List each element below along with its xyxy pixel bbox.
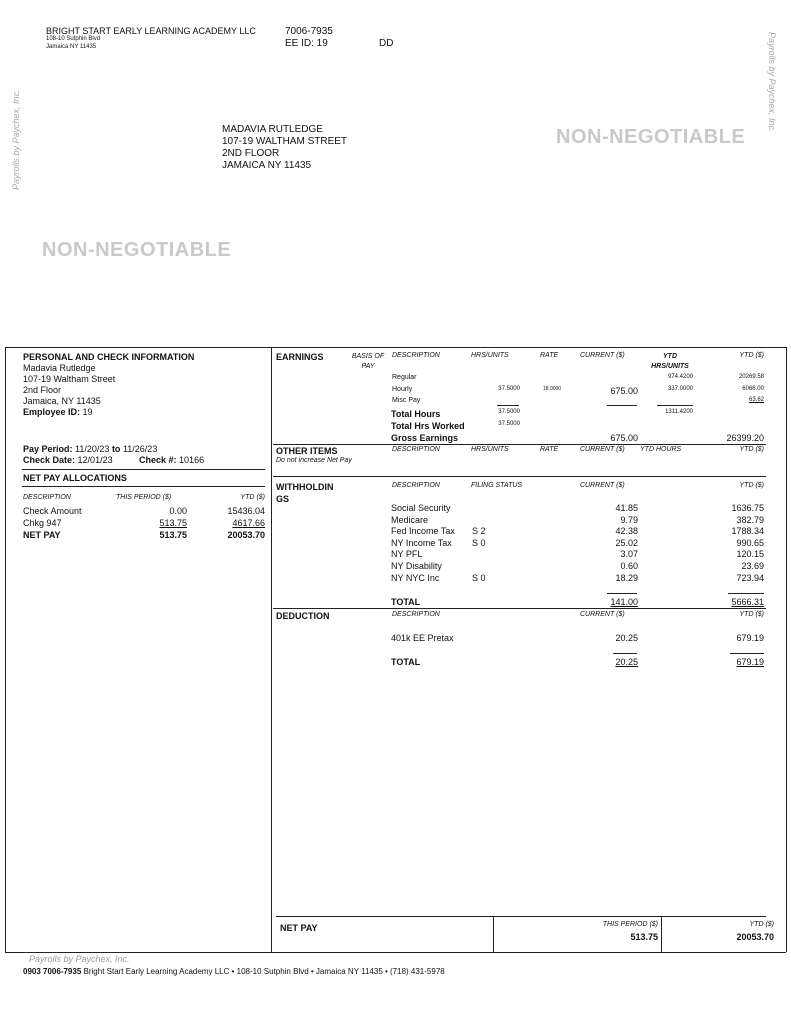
net-pay-col-period: THIS PERIOD ($) [602,921,658,928]
check-date-value: 12/01/23 [77,455,113,465]
alloc-col-this-period: THIS PERIOD ($) [116,494,172,501]
paychex-watermark-left: Payrolls by Paychex, Inc. [11,89,21,190]
total-hours-label: Total Hours [391,409,441,419]
deduction-row-current: 20.25 [615,633,638,643]
pay-period-to-word: to [111,444,121,454]
alloc-col-ytd: YTD ($) [240,494,265,501]
alloc-total-label: NET PAY [23,530,61,540]
alloc-row-period: 513.75 [159,518,187,528]
paychex-watermark-right: Payrolls by Paychex, Inc. [767,32,777,133]
other-col-ytd-hours: YTD HOURS [640,446,682,453]
total-hrs-worked-value: 37.5000 [498,421,520,427]
pay-period-label: Pay Period: [23,444,73,454]
pay-period-to: 11/26/23 [122,444,158,454]
other-col-description: DESCRIPTION [392,446,440,453]
earnings-row-rate: 18.0000 [543,386,562,392]
total-hrs-worked-label: Total Hrs Worked [391,421,465,431]
deduction-col-ytd: YTD ($) [739,611,764,618]
company-city: Jamaica NY 11435 [46,44,97,50]
footer-paychex: Payrolls by Paychex, Inc. [29,954,130,964]
recipient-floor: 2ND FLOOR [222,148,280,159]
pay-period-line [23,444,157,454]
recipient-address [222,124,347,172]
check-number-line [139,455,204,465]
withholding-row-current: 25.02 [615,538,638,548]
other-col-current: CURRENT ($) [580,446,625,453]
other-col-hrs: HRS/UNITS [471,446,509,453]
withholding-row-desc: Medicare [391,515,429,525]
withholding-col-description: DESCRIPTION [392,482,440,489]
personal-info-heading: PERSONAL AND CHECK INFORMATION [23,352,195,362]
employee-address [23,363,115,418]
gross-earnings-current: 675.00 [610,433,638,443]
net-pay-allocations-heading: NET PAY ALLOCATIONS [23,473,127,483]
earnings-row-desc: Misc Pay [392,397,421,404]
earnings-row-ytd: 6066.00 [742,386,764,392]
non-negotiable-watermark: NON-NEGOTIABLE [556,126,746,148]
total-hours-value: 37.5000 [498,409,520,415]
withholding-row-current: 41.85 [615,503,638,513]
earnings-col-current: CURRENT ($) [580,352,625,359]
earnings-row-desc: Regular [392,374,417,381]
employee-city: Jamaica, NY 11435 [23,396,101,406]
withholding-row-desc: NY NYC Inc [391,573,440,583]
other-col-ytd: YTD ($) [739,446,764,453]
footer-code: 0903 7006-7935 [23,967,82,976]
withholding-total-label: TOTAL [391,597,421,607]
alloc-total-ytd: 20053.70 [227,530,265,540]
withholding-col-current: CURRENT ($) [580,482,625,489]
deduction-total-current: 20.25 [615,657,638,667]
deduction-row-ytd: 679.19 [736,633,764,643]
earnings-col-ytd-hrs: YTD HRS/UNITS [651,353,689,370]
direct-deposit-flag: DD [379,38,394,49]
deduction-total-ytd: 679.19 [736,657,764,667]
withholding-col-ytd: YTD ($) [739,482,764,489]
earnings-col-rate: RATE [540,352,559,359]
total-hours-ytd: 1311.4200 [665,409,693,415]
client-number: 7006-7935 [285,26,333,37]
employee-id-top: EE ID: 19 [285,38,328,49]
net-pay-period: 513.75 [630,932,658,942]
net-pay-ytd: 20053.70 [736,932,774,942]
withholding-row-ytd: 382.79 [736,515,764,525]
employee-name: Madavia Rutledge [23,363,96,373]
company-name: BRIGHT START EARLY LEARNING ACADEMY LLC [46,26,256,36]
withholding-row-ytd: 990.65 [736,538,764,548]
earnings-row-current: 675.00 [610,386,638,396]
withholding-row-desc: NY Income Tax [391,538,452,548]
withholding-row-current: 42.38 [615,526,638,536]
alloc-row-period: 0.00 [169,506,187,516]
earnings-heading: EARNINGS [276,352,324,362]
earnings-row-desc: Hourly [392,386,413,393]
gross-earnings-ytd: 26399.20 [726,433,764,443]
earnings-row-hrs: 37.5000 [498,386,520,392]
earnings-row-ytd: 20269.58 [738,374,764,380]
withholding-row-current: 0.60 [620,561,638,571]
withholding-row-ytd: 723.94 [736,573,764,583]
withholding-row-desc: Social Security [391,503,451,513]
withholding-row-status: S 0 [472,538,486,548]
check-date-line [23,455,113,465]
company-street: 108-10 Sutphin Blvd [46,36,101,42]
alloc-row-ytd: 15436.04 [227,506,265,516]
net-pay-label: NET PAY [280,923,318,933]
recipient-name: MADAVIA RUTLEDGE [222,124,323,135]
withholding-total-ytd: 5666.31 [731,597,764,607]
non-negotiable-watermark: NON-NEGOTIABLE [42,239,232,261]
deduction-row-desc: 401k EE Pretax [391,633,454,643]
recipient-city: JAMAICA NY 11435 [222,160,312,171]
withholding-row-ytd: 23.69 [741,561,764,571]
withholding-row-current: 18.29 [615,573,638,583]
earnings-col-description: DESCRIPTION [392,352,440,359]
employee-floor: 2nd Floor [23,385,62,395]
footer-address: Bright Start Early Learning Academy LLC • 108-10 Sutphin Blvd • Jamaica NY 11435 • (718) 431-5978 [83,967,445,976]
withholdings-heading-line1: WITHHOLDIN [276,482,334,492]
withholding-row-current: 9.79 [620,515,638,525]
net-pay-col-ytd: YTD ($) [749,921,774,928]
withholdings-heading-line2: GS [276,494,290,504]
alloc-total-period: 513.75 [159,530,187,540]
gross-earnings-label: Gross Earnings [391,433,459,443]
earnings-row-ytd: 63.62 [748,397,764,403]
deduction-col-current: CURRENT ($) [580,611,625,618]
alloc-row-ytd: 4617.66 [232,518,265,528]
deduction-heading: DEDUCTION [276,611,330,621]
other-col-rate: RATE [540,446,559,453]
alloc-col-description: DESCRIPTION [23,494,71,501]
withholding-row-desc: NY Disability [391,561,442,571]
earnings-col-basis: BASIS OF PAY [351,353,385,370]
footer-line [23,967,445,976]
employee-street: 107-19 Waltham Street [23,374,116,384]
earnings-col-hrs: HRS/UNITS [471,352,509,359]
recipient-street: 107-19 WALTHAM STREET [222,136,348,147]
other-items-note: Do not increase Net Pay [276,457,352,464]
employee-id-label: Employee ID: [23,407,81,417]
withholding-row-ytd: 120.15 [736,549,764,559]
other-items-heading: OTHER ITEMS [276,446,338,456]
withholding-row-ytd: 1636.75 [731,503,764,513]
earnings-row-ytd-hrs: 337.0000 [667,386,693,392]
deduction-col-description: DESCRIPTION [392,611,440,618]
employee-id-value: 19 [82,407,93,417]
check-date-label: Check Date: [23,455,76,465]
earnings-col-ytd: YTD ($) [739,352,764,359]
alloc-row-desc: Chkg 947 [23,518,62,528]
withholding-row-ytd: 1788.34 [731,526,764,536]
deduction-total-label: TOTAL [391,657,421,667]
alloc-row-desc: Check Amount [23,506,82,516]
check-number-value: 10166 [179,455,205,465]
check-number-label: Check #: [139,455,177,465]
pay-period-from: 11/20/23 [75,444,110,454]
withholding-row-status: S 2 [472,526,486,536]
employee-id-line [23,407,115,418]
withholding-row-desc: NY PFL [391,549,423,559]
withholding-row-current: 3.07 [620,549,638,559]
withholding-total-current: 141.00 [610,597,638,607]
withholding-row-status: S 0 [472,573,486,583]
withholding-row-desc: Fed Income Tax [391,526,455,536]
withholding-col-status: FILING STATUS [471,482,523,489]
earnings-row-ytd-hrs: 974.4200 [667,374,693,380]
withholdings-heading [276,481,334,505]
